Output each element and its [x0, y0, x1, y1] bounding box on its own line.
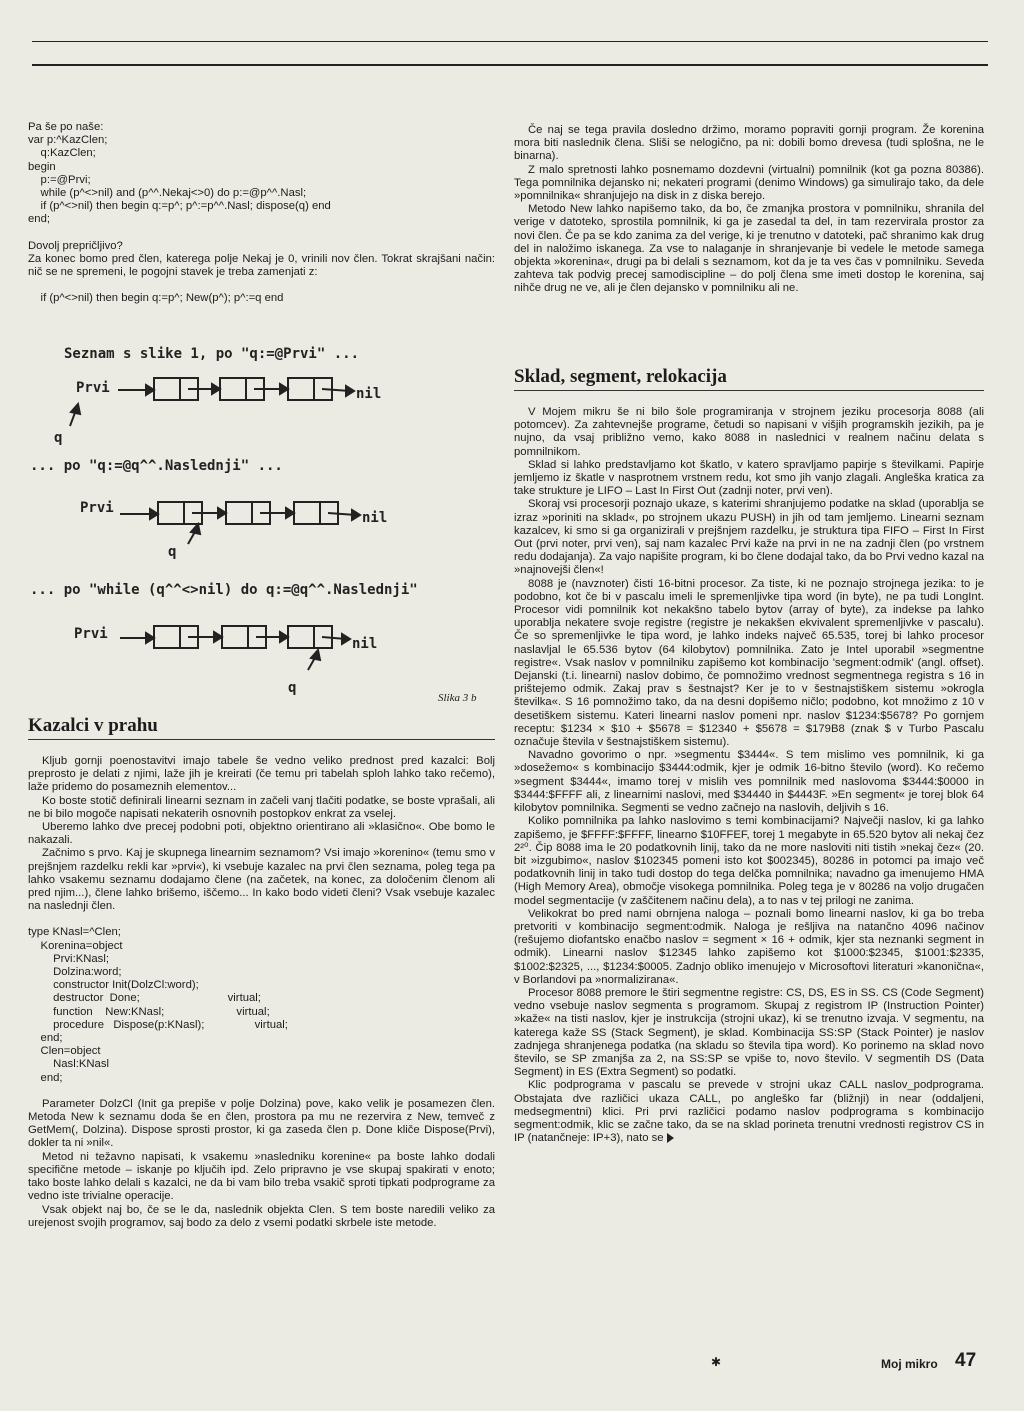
paragraph: Velikokrat bo pred nami obrnjena naloga – poznali bomo linearni naslov, ki ga bo treba pretvoriti v kombinacijo segment:odmik. Naloga je rešljiva na natančno 4096 načinov (rešujemo diofantsko enačbo naslov = segment × 16 + odmik, kjer sta neznanki segment in odmik). Linearni naslov $12345 lahko zapišemo kot $1000:$2345, $1001:$2335, $1002:$2325, ..., $1234:$0005. Zadnjo obliko imenujejo v Microsoftovi literaturi »kanonična«, v Borlandovi pa »normalizirana«.: [514, 907, 984, 986]
code-line: if (p^<>nil) then begin q:=p^; New(p^); p^:=q end: [28, 292, 284, 305]
code-line: q:KazClen;: [28, 147, 96, 160]
footer-star: ✱: [711, 1355, 722, 1369]
paragraph: Če naj se tega pravila dosledno držimo, moramo popraviti gornji program. Že korenina mora biti naslednik člena. Sliši se nelogično, pa ni: dobili bomo drevesa (tudi splošna, ne le binarna).: [514, 124, 984, 163]
nil-label: nil: [352, 636, 378, 652]
prvi-label: Prvi: [80, 500, 114, 516]
paragraph: Skoraj vsi procesorji poznajo ukaze, s katerimi shranjujemo podatke na sklad (uporablja se izraz »poriniti na sklad«, po strojnem ukazu PUSH) in jih od tam jemljemo. Linearni seznam kazalcev, ki smo si ga organizirali v prejšnjem razdelku, je struktura tipa FIFO – First In First Out (prvi noter, prvi ven), saj nam kazalec Prvi kaže na prvi in ne na zadnji člen (po vrstnem redu dodajanja). Za vajo napišite program, ki bo člene dodajal tako, da bo Prvi vedno kazal na »najnovejši člen«!: [514, 498, 984, 577]
paragraph: Vsak objekt naj bo, če se le da, naslednik objekta Clen. S tem boste naredili veliko za urejenost svojih programov, saj bodo za delo z vsemi podatki skrbele iste metode.: [28, 1203, 495, 1229]
right-column-bottom: [514, 406, 984, 1145]
paragraph: Dovolj prepričljivo?: [28, 239, 123, 252]
paragraph: Z malo spretnosti lahko posnemamo dozdevni (virtualni) pomnilnik (kot ga pozna 80386). Tega pomnilnika dejansko ni; nekateri programi (denimo Windows) ga simulirajo tako, da dele »pomnilnika« shranjujejo na disk in z diska berejo.: [514, 163, 984, 203]
code-line: procedure Dispose(p:KNasl); virtual;: [28, 1018, 288, 1031]
paragraph-group: [514, 406, 984, 1145]
paragraph: Kljub gornji poenostavitvi imajo tabele še vedno veliko prednost pred kazalci: Bolj preprosto je delati z njimi, laže jih je kreirati (če temu pri tabelah sploh lahko tako rečemo), laže pridemo do posameznih elementov...: [28, 755, 495, 794]
code-block-intro: [28, 121, 495, 227]
paragraph: Metodo New lahko napišemo tako, da bo, če zmanjka prostora v pomnilniku, shranila del verige v datoteko, sprostila pomnilnik, ki ga je zasedal ta del, in tam rezervirala prostor za novi člen. Če pa se kdo zanima za del verige, ki je trenutno v datoteki, pač shranimo kak drug del in naložimo iskanega. Za vse to nalaganje in shranjevanje bi vedele le metode samega objekta »korenina«, drugi pa bi delali s seznamom, kot da je ta ves čas v pomnilniku. Seveda zahteva tak podvig precej samodiscipline – do polj člena sme imeti dostop le korenina, saj nihče drug ne ve, ali je člen dejansko v pomnilniku ali ne.: [514, 203, 984, 295]
prvi-label: Prvi: [74, 626, 108, 642]
paragraph: Parameter DolzCl (Init ga prepiše v polje Dolzina) pove, kako velik je posamezen člen. Metoda New k seznamu doda še en člen, prostora pa mu ne rezervira z New, temveč z GetMem(, Dolzina). Dispose sprosti prostor, ki ga zaseda člen p. Done kliče Dispose(Prvi), dokler ta ni »nil«.: [28, 1097, 495, 1150]
top-rule-thin: [32, 41, 988, 42]
prvi-label: Prvi: [76, 380, 110, 396]
code-line: end;: [28, 1032, 63, 1045]
figure-line-2: ... po "q:=@q^^.Naslednji" ...: [30, 458, 283, 474]
nil-label: nil: [362, 510, 388, 526]
section-heading-wrap: [28, 715, 495, 740]
code-line: Nasl:KNasl: [28, 1058, 109, 1071]
paragraph: Navadno govorimo o npr. »segmentu $3444«. S tem mislimo ves pomnilnik, ki ga »dosežemo« s kombinacijo $3444:odmik, kjer je odmik 16-bitno število (word). Ko rečemo »segment $3444«, imamo torej v mislih ves pomnilnik med naslovoma $3444:$0000 in $3444:$FFFF ali, z linearnimi naslovi, med $34440 in $4443F. »En segment« je torej blok 64 kilobytov pomnilnika. Segmenti se vedno začnejo na naslovih, deljivih s 16.: [514, 749, 984, 815]
code-line: Pa še po naše:: [28, 121, 104, 133]
continue-arrow-icon: [667, 1133, 674, 1143]
code-line: function New:KNasl; virtual;: [28, 1005, 270, 1018]
code-line: if (p^<>nil) then begin q:=p^; p^:=p^^.Nasl; dispose(q) end: [28, 200, 331, 213]
code-line: destructor Done; virtual;: [28, 992, 261, 1005]
page-number: 47: [955, 1350, 977, 1371]
magazine-name: Moj mikro: [881, 1357, 938, 1371]
nil-label: nil: [356, 386, 382, 402]
left-column-bottom: [28, 755, 495, 1230]
paragraph: Klic podprograma v pascalu se prevede v strojni ukaz CALL naslov_podprograma. Obstajata dve različici ukaza CALL, po angleško far (bližnji) in near (oddaljeni, medsegmentni) klici. Pri prvi različici podamo naslov podprograma s kombinacijo segment:odmik, klic se začne tako, da se na sklad porineta trenutni vrednosti registrov CS in IP (natančneje: IP+3), nato se: [514, 1079, 984, 1145]
figure-caption: Slika 3 b: [438, 692, 477, 704]
top-rule-thick: [32, 64, 988, 66]
q-label: q: [168, 544, 177, 560]
code-line: type KNasl=^Clen;: [28, 926, 121, 939]
section-heading: Sklad, segment, relokacija: [514, 366, 984, 391]
code-line: end;: [28, 1071, 63, 1084]
paragraph: Procesor 8088 premore le štiri segmentne registre: CS, DS, ES in SS. CS (Code Segment) vedno vsebuje naslov segmenta s programom. Skupaj z registrom IP (Instruction Pointer) »kaže« na tisti naslov, kjer je instrukcija (strojni ukaz), ki se trenutno izvaja. V segmentu, na katerega kaže SS (Stack Segment), je sklad. Kombinacija SS:SP (Stack Pointer) je naslov zadnjega shranjenega podatka (na skladu so števila tipa word). Ko porinemo na sklad novo število, se SP zmanjša za 2, na SS:SP se vpiše to, novo število. V segmentih DS (Data Segment) in ES (Extra Segment) so podatki.: [514, 986, 984, 1079]
linked-list-diagram: [40, 344, 490, 704]
paragraph: Uberemo lahko dve precej podobni poti, objektno orientirano ali »klasično«. Obe bomo le nakazali.: [28, 821, 495, 847]
code-line: var p:^KazClen;: [28, 134, 108, 147]
section-heading: Kazalci v prahu: [28, 715, 495, 740]
figure-line-3: ... po "while (q^^<>nil) do q:=@q^^.Naslednji": [30, 582, 418, 598]
paragraph-group: [28, 1098, 495, 1230]
paragraph: Metod ni težavno napisati, k vsakemu »nasledniku korenine« pa boste lahko dodali specifične metode – iskanje po ključih ipd. Zelo pripravno je vse skupaj spakirati v enoto; tako boste lahko delali s kazalci, ne da bi vam bilo treba vsakič sproti tipkati podprograme za vedno iste trivialne operacije.: [28, 1150, 495, 1203]
code-line: Dolzina:word;: [28, 966, 122, 979]
linked-list-figure: [30, 344, 490, 704]
paragraph: 8088 je (navznoter) čisti 16-bitni procesor. Za tiste, ki ne poznajo strojnega jezika: to je podobno, kot če bi v pascalu imeli le spremenljivke tipa word (in byte), ne pa tudi LongInt. Procesor vidi pomnilnik kot nekakšno tabelo bytov (array of byte), za indekse pa lahko uporablja nekatere svoje registre (registre je nekakšen ekvivalent spremenljivke v pascalu). Če so spremenljivke le tipa word, je lahko indeks največ 65.535, torej bi lahko procesor naslavljal le 65.536 bytov (64 kilobytov) pomnilnika. Zato je Intel uporabil »segmentne registre«. Vsak naslov v pomnilniku zapišemo kot kombinacijo 'segment:odmik' (angl. offset). Dejanski (t.i. linearni) naslov dobimo, če pomnožimo vrednost segmentnega registra s 16 in prištejemo odmik. Zakaj prav s šestnajst? Ker je to v šestnajstiškem sistemu »okrogla številka«. S 16 pomnožimo tako, da na desni dopišemo ničlo; podobno, kot množimo z 10 v desetiškem sistemu. Kateri linearni naslov pomeni npr. naslov $1234:$5678? Po gornjem receptu: $1234 × $10 + $5678 = $12340 + $5678 = $179B8 (znak $ v Turbo Pascalu označuje števila v šestnajstiškem sistemu).: [514, 577, 984, 749]
paragraph: V Mojem mikru še ni bilo šole programiranja v strojnem jeziku procesorja 8088 (ali potomcev). Za zahtevnejše programe, četudi so napisani v višjih programskih jezikih, pa je nujno, da vsaj približno vemo, kako 8088 in naslednici v realnem načinu delata s pomnilnikom.: [514, 406, 984, 458]
code-block-types: [28, 926, 495, 1084]
code-line: constructor Init(DolzCl:word);: [28, 979, 199, 992]
left-column-top: [28, 121, 495, 305]
section-heading-wrap: [514, 366, 984, 391]
code-line: Prvi:KNasl;: [28, 952, 109, 965]
q-label: q: [288, 680, 297, 696]
code-line: begin: [28, 160, 56, 173]
code-line: Korenina=object: [28, 939, 123, 952]
paragraph: Začnimo s prvo. Kaj je skupnega linearnim seznamom? Vsi imajo »korenino« (temu smo v prejšnjem razdelku rekli kar »prvi«), ki vsebuje kazalec na prvi člen seznama, poleg tega pa lahko vsakemu seznamu dodajamo člene (na začetek, na konec, za določenim členom ali pred njim...), člene lahko brišemo, iščemo... In kako bodo videti členi? Vsak vsebuje kazalec na naslednji člen.: [28, 847, 495, 913]
right-column-top: [514, 124, 984, 296]
code-line: p:=@Prvi;: [28, 173, 91, 186]
q-label: q: [54, 430, 63, 446]
code-line: while (p^<>nil) and (p^^.Nekaj<>0) do p:=@p^^.Nasl;: [28, 187, 307, 200]
paragraph: Ko boste stotič definirali linearni seznam in začeli vanj tlačiti podatke, se boste vprašali, ali ne bi bilo mogoče napisati nekaterih osnovnih postopkov enkrat za vselej.: [28, 794, 495, 820]
code-line: end;: [28, 213, 50, 226]
code-line: Clen=object: [28, 1045, 101, 1058]
paragraph: Za konec bomo pred člen, katerega polje Nekaj je 0, vrinili nov člen. Tokrat skrajšani način: nič se ne spremeni, le pogojni stavek je treba zamenjati z:: [28, 252, 495, 279]
paragraph: Koliko pomnilnika pa lahko naslovimo s temi kombinacijami? Največji naslov, ki ga lahko zapišemo, je $FFFF:$FFFF, linearno $10FFEF, torej 1 megabyte in 65.520 bytov ali nekaj čez 2²⁰. Čip 8088 ima le 20 podatkovnih linij, tako da ne more nasloviti niti tistih »nekaj čez« (20. bit »izgubimo«, naslov $102345 pomeni isto kot $002345), 80286 in potomci pa imajo več podatkovnih linij in tako tudi dostop do tega delčka pomnilnika; navadno ga imenujemo HMA (High Memory Area), območje visokega pomnilnika. Poleg tega je v 80286 na voljo drugačen model segmentacije (v zaščitenem načinu dela), a to nas v tej prilogi ne zanima.: [514, 815, 984, 907]
paragraph-group: [514, 124, 984, 296]
paragraph: Sklad si lahko predstavljamo kot škatlo, v katero spravljamo papirje s številkami. Papirje jemljemo iz škatle v nasprotnem vrstnem redu, kot smo jih vanjo zlagali. Angleška kratica za take strukture je LIFO – Last In First Out (zadnji noter, prvi ven).: [514, 458, 984, 498]
paragraph-group: [28, 755, 495, 913]
figure-line-1: Seznam s slike 1, po "q:=@Prvi" ...: [64, 346, 360, 362]
